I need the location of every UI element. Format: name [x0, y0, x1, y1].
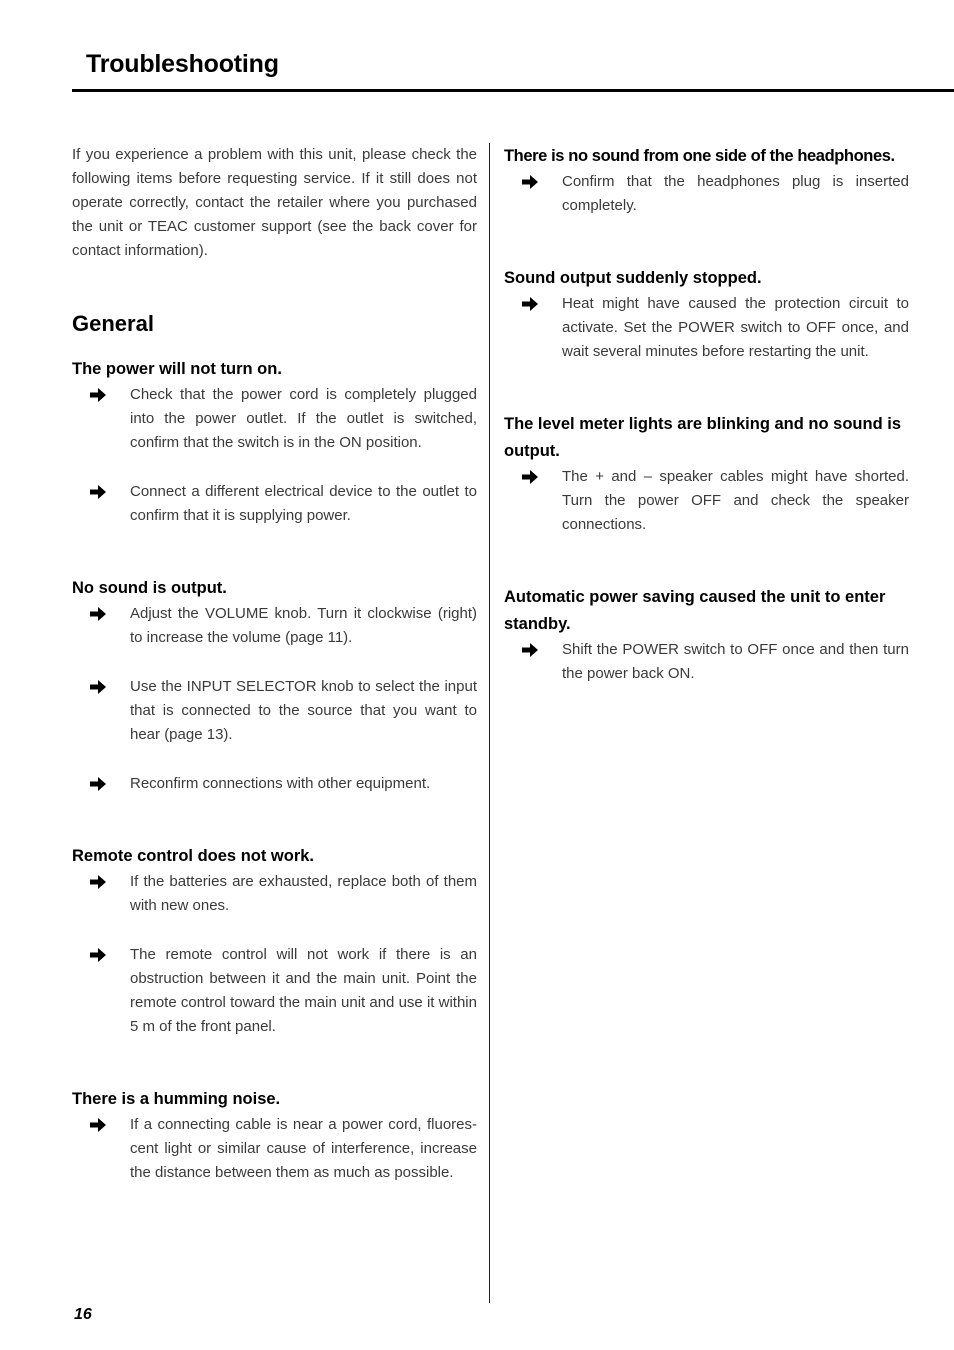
arrow-right-icon [90, 388, 106, 402]
issue-title: The level meter lights are blinking and no sound is output. [504, 415, 901, 460]
bullet-text: If the batteries are exhausted, replace both of them with new ones. [130, 873, 477, 914]
page-title: Troubleshooting [86, 50, 279, 78]
bullet-text: Shift the POWER switch to OFF once and then turn the power back ON. [562, 641, 909, 682]
bullet-text: Reconfirm connections with other equipment. [130, 775, 431, 792]
bullet-text: Adjust the VOLUME knob. Turn it clockwise (right) to increase the volume (page 11). [130, 605, 477, 646]
section-heading-general: General [72, 311, 154, 336]
right-column [504, 143, 909, 686]
bullet-item [504, 170, 909, 218]
intro-paragraph: If you experience a problem with this unit, please check the following items before requesting service. If it still does not operate correctly, contact the retailer where you purchased the unit or TEAC customer support (see the back cover for contact information). [72, 146, 477, 259]
bullet-text: If a connecting cable is near a power cord, fluores-cent light or similar cause of interference, increase the distance between them as much as possible. [130, 1116, 477, 1181]
arrow-right-icon [90, 777, 106, 791]
arrow-right-icon [522, 297, 538, 311]
bullet-text: Confirm that the headphones plug is inserted completely. [562, 173, 909, 214]
bullet-item [72, 480, 477, 528]
bullet-item [72, 943, 477, 1039]
bullet-text: Use the INPUT SELECTOR knob to select the input that is connected to the source that you want to hear (page 13). [130, 678, 477, 743]
issue-title: There is no sound from one side of the headphones. [504, 147, 895, 165]
bullet-item [504, 638, 909, 686]
arrow-right-icon [90, 485, 106, 499]
arrow-right-icon [90, 948, 106, 962]
arrow-right-icon [90, 1118, 106, 1132]
bullet-text: Check that the power cord is completely plugged into the power outlet. If the outlet is switched, confirm that the switch is in the ON position. [130, 386, 477, 451]
page-number: 16 [74, 1306, 92, 1323]
issue-title: No sound is output. [72, 579, 227, 597]
bullet-text: Heat might have caused the protection circuit to activate. Set the POWER switch to OFF once, and wait several minutes before restarting the unit. [562, 295, 909, 360]
left-column [72, 143, 477, 1185]
issue-title: There is a humming noise. [72, 1090, 281, 1108]
issue-level-meter [504, 411, 909, 537]
bullet-item [72, 602, 477, 650]
issue-title: The power will not turn on. [72, 360, 282, 378]
issue-remote [72, 843, 477, 1039]
arrow-right-icon [522, 643, 538, 657]
issue-power [72, 356, 477, 528]
bullet-text: The + and – speaker cables might have shorted. Turn the power OFF and check the speaker connections. [562, 468, 909, 533]
arrow-right-icon [90, 875, 106, 889]
bullet-item [504, 465, 909, 537]
arrow-right-icon [522, 470, 538, 484]
bullet-item [72, 870, 477, 918]
bullet-text: Connect a different electrical device to the outlet to confirm that it is supplying power. [130, 483, 477, 524]
issue-title: Sound output suddenly stopped. [504, 269, 762, 287]
bullet-item [72, 383, 477, 455]
issue-power-saving [504, 584, 909, 686]
arrow-right-icon [522, 175, 538, 189]
column-divider [489, 143, 490, 1303]
issue-headphones [504, 143, 909, 218]
issue-title: Automatic power saving caused the unit to enter standby. [504, 588, 886, 633]
bullet-item [72, 772, 477, 796]
arrow-right-icon [90, 607, 106, 621]
issue-sound-stopped [504, 265, 909, 364]
issue-no-sound [72, 575, 477, 796]
bullet-item [504, 292, 909, 364]
issue-title: Remote control does not work. [72, 847, 315, 865]
title-rule [72, 89, 954, 92]
bullet-text: The remote control will not work if there is an obstruction between it and the main unit. Point the remote control toward the main unit and use it within 5 m of the front panel. [130, 946, 477, 1035]
issue-humming [72, 1086, 477, 1185]
arrow-right-icon [90, 680, 106, 694]
bullet-item [72, 1113, 477, 1185]
bullet-item [72, 675, 477, 747]
